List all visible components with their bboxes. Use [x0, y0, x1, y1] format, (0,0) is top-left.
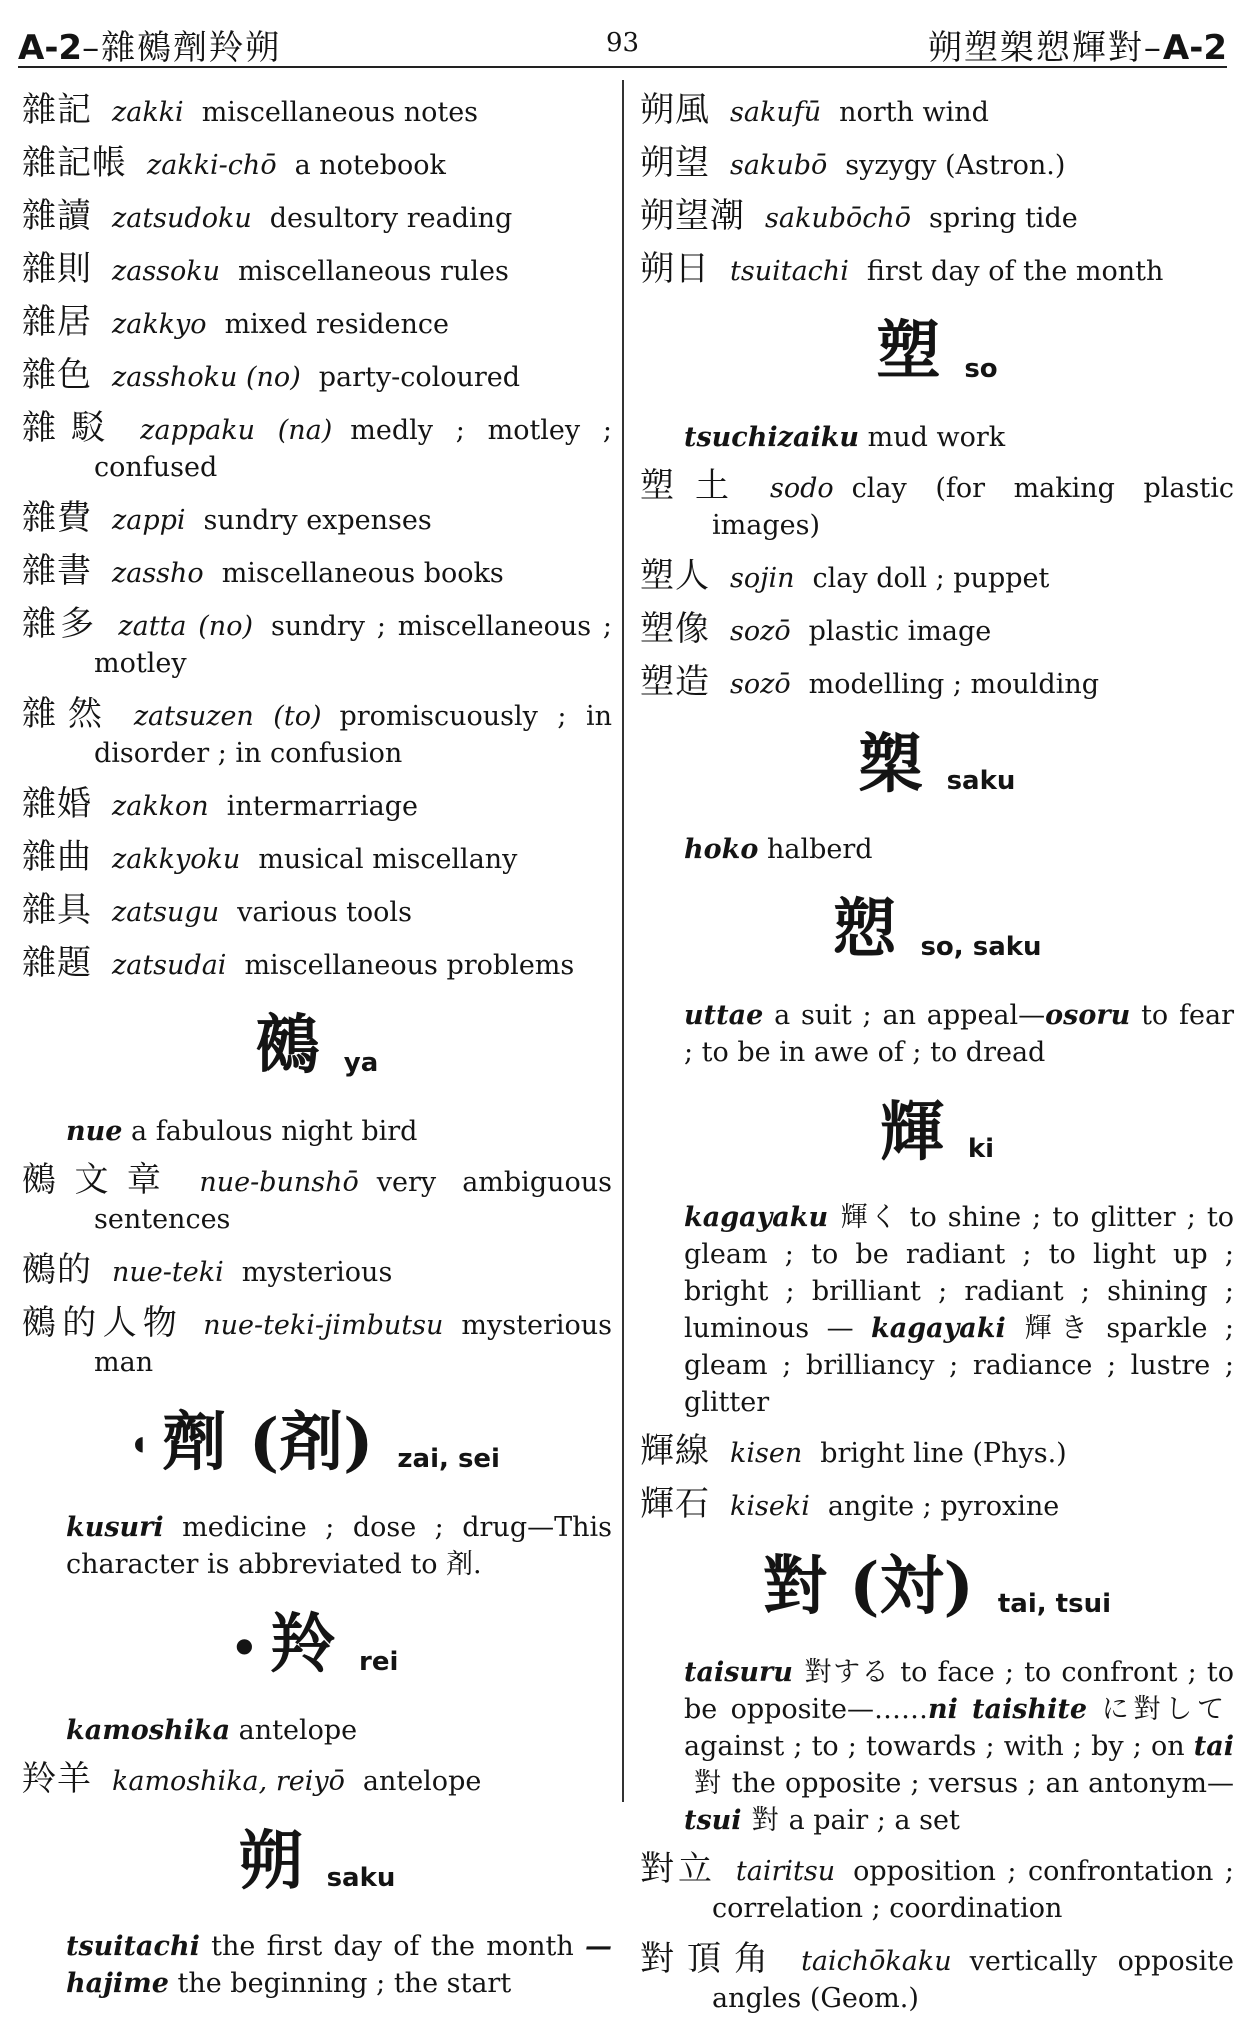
entry — [22, 696, 612, 772]
entry-reading: taichōkaku — [801, 1945, 952, 1977]
entry-gloss: sundry expenses — [203, 505, 432, 536]
heading-reading: ki — [967, 1134, 995, 1164]
entry-reading: sakubō — [730, 150, 828, 181]
entry-reading: zatsudoku — [112, 203, 252, 234]
def-text: a pair ; a set — [788, 1804, 960, 1836]
entry-kanji: 雜書 — [22, 551, 92, 591]
def-reading: kamoshika — [66, 1714, 231, 1746]
def-reading: taisuru — [684, 1656, 793, 1688]
entry-gloss: desultory reading — [269, 203, 513, 234]
page-header — [18, 16, 1227, 68]
entry-kanji: 雜色 — [22, 355, 92, 395]
entry-gloss: miscellaneous rules — [238, 256, 509, 287]
heading-reading: so, saku — [920, 931, 1042, 962]
kanji-heading — [22, 1010, 612, 1099]
page-number: 93 — [605, 28, 640, 58]
entry-reading: zakki-chō — [147, 150, 277, 181]
entry-gloss: musical miscellany — [258, 844, 518, 875]
def-text: medicine ; dose ; drug—This character is abbreviated to 剤. — [66, 1512, 612, 1580]
def-kanji: 對する — [802, 1656, 891, 1688]
entry-reading: zatsudai — [112, 950, 227, 981]
kanji-heading — [22, 1609, 612, 1698]
header-left-chars: 雜鵺劑羚朔 — [101, 28, 282, 68]
entry-kanji: 雜曲 — [22, 837, 92, 877]
entry-gloss: party-coloured — [318, 362, 521, 393]
def-text: a fabulous night bird — [131, 1115, 418, 1147]
entry-kanji: 雜然 — [22, 694, 114, 734]
entry-gloss: plastic image — [808, 615, 992, 647]
kanji-heading — [640, 726, 1234, 818]
dot-mark-icon: ● — [235, 1633, 254, 1657]
def-text: to face ; to confront ; to be opposite—…… — [684, 1656, 1235, 1725]
entry-reading: sodo — [769, 472, 834, 504]
entry — [22, 553, 612, 592]
heading-kanji: 愬 — [832, 892, 897, 967]
kanji-heading — [640, 894, 1234, 983]
entry — [22, 1249, 612, 1291]
heading-kanji: 槊 — [858, 726, 923, 802]
def-kanji: 對 — [694, 1767, 722, 1799]
entry — [640, 661, 1234, 703]
heading-reading: zai, sei — [397, 1444, 500, 1474]
entry-kanji: 雜居 — [22, 302, 92, 342]
header-right-code: A-2 — [1162, 28, 1227, 68]
entry-gloss: various tools — [237, 897, 412, 928]
heading-kanji: 羚 — [271, 1607, 336, 1682]
heading-reading: so — [964, 353, 998, 384]
entry-gloss: promiscuously ; in disorder ; in confusion — [94, 701, 613, 769]
entry-gloss: miscellaneous notes — [201, 97, 479, 128]
def-reading: tsuitachi — [66, 1931, 200, 1962]
def-kanji: 輝き — [1015, 1313, 1097, 1344]
def-reading: nue — [66, 1115, 123, 1147]
entry-reading: zatsuzen (to) — [133, 701, 322, 732]
entry-gloss: vertically opposite angles (Geom.) — [712, 1945, 1234, 2014]
entry-kanji: 朔風 — [640, 90, 710, 130]
heading-reading: tai, tsui — [997, 1588, 1111, 1619]
tick-mark-icon: ◖ — [134, 1430, 145, 1455]
entry-reading: kiseki — [730, 1491, 810, 1522]
header-right-chars: 朔塑槊愬輝對 — [927, 28, 1144, 68]
entry-gloss: syzygy (Astron.) — [845, 150, 1066, 181]
entry-kanji: 雜多 — [22, 604, 99, 644]
entry — [22, 1758, 612, 1800]
entry — [22, 198, 612, 237]
entry-gloss: modelling ; moulding — [808, 668, 1100, 700]
entry — [22, 357, 612, 396]
entry-gloss: clay doll ; puppet — [812, 562, 1050, 594]
def-reading: tsui — [684, 1804, 742, 1836]
entry — [640, 1486, 1234, 1525]
entry-kanji: 雜具 — [22, 890, 92, 930]
entry-kanji: 塑像 — [640, 608, 710, 649]
entry — [22, 839, 612, 878]
entry — [640, 145, 1234, 184]
entry-kanji: 雜題 — [22, 943, 92, 983]
entry-reading: sakubōchō — [765, 203, 912, 234]
entry — [22, 500, 612, 539]
def-reading: kagayaki — [871, 1313, 1006, 1344]
entry-kanji: 對頂角 — [640, 1938, 782, 1979]
entry-reading: zakkyo — [112, 309, 207, 340]
entry-gloss: mixed residence — [224, 309, 449, 340]
heading-definition — [684, 831, 1234, 868]
def-text: the first day of the month — [211, 1931, 574, 1962]
heading-definition — [66, 1712, 612, 1749]
heading-kanji: 塑 — [876, 314, 941, 389]
def-text: halberd — [766, 834, 873, 865]
entry-kanji: 雜記 — [22, 90, 92, 130]
entry-gloss: spring tide — [929, 203, 1078, 234]
entry-reading: zatta (no) — [118, 611, 253, 642]
entry — [640, 1433, 1234, 1472]
entry — [22, 892, 612, 931]
entry-gloss: angite ; pyroxine — [827, 1491, 1060, 1522]
heading-definition — [66, 1509, 612, 1583]
def-kanji: 對 — [751, 1804, 779, 1836]
entry-kanji: 朔望 — [640, 143, 710, 183]
entry-reading: zappi — [112, 505, 186, 536]
entry — [640, 198, 1234, 237]
entry-kanji: 塑人 — [640, 555, 710, 596]
entry-gloss: mysterious man — [94, 1309, 612, 1378]
kanji-heading — [22, 1404, 612, 1496]
entry-kanji: 朔日 — [640, 249, 710, 289]
kanji-heading — [640, 1094, 1234, 1186]
entry-reading: zassho — [112, 558, 204, 589]
header-left: A-2–雜鵺劑羚朔 — [18, 28, 282, 68]
entry-gloss: a notebook — [294, 150, 446, 181]
def-reading: osoru — [1045, 999, 1131, 1031]
entry — [640, 92, 1234, 131]
entry-gloss: medly ; motley ; confused — [94, 415, 612, 483]
entry — [22, 786, 612, 825]
entry-reading: zappaku (na) — [140, 415, 333, 446]
entry-reading: zasshoku (no) — [112, 362, 301, 393]
entry — [22, 1159, 612, 1238]
heading-reading: rei — [359, 1646, 399, 1677]
right-column — [640, 92, 1234, 2031]
entry-reading: zatsugu — [112, 897, 220, 928]
entry-reading: nue-teki — [112, 1256, 224, 1288]
def-text: the beginning ; the start — [177, 1968, 512, 1999]
entry-gloss: antelope — [362, 1765, 482, 1797]
entry-kanji: 雜記帳 — [22, 143, 127, 183]
def-reading: tsuchizaiku — [684, 421, 860, 453]
def-reading: —hajime — [66, 1931, 612, 1999]
entry-kanji: 塑造 — [640, 661, 710, 702]
entry-kanji: 輝石 — [640, 1484, 710, 1524]
left-column — [22, 92, 612, 2014]
entry — [22, 145, 612, 184]
entry-gloss: first day of the month — [866, 256, 1164, 287]
def-text: mud work — [867, 421, 1006, 453]
heading-definition — [684, 1199, 1234, 1421]
entry-reading: sakufū — [730, 97, 822, 128]
def-reading: ni taishite — [928, 1693, 1087, 1725]
entry-gloss: mysterious — [241, 1256, 393, 1288]
entry-reading: sojin — [730, 562, 795, 594]
entry — [22, 251, 612, 290]
entry — [22, 1302, 612, 1381]
entry — [22, 92, 612, 131]
entry-reading: zakki — [112, 97, 184, 128]
entry-reading: sozō — [730, 668, 791, 700]
entry — [640, 1938, 1234, 2017]
entry-gloss: opposition ; confrontation ; correlation ; coordination — [712, 1855, 1235, 1924]
def-reading: hoko — [684, 834, 759, 865]
entry — [640, 608, 1234, 650]
entry-kanji: 羚羊 — [22, 1758, 92, 1799]
entry-kanji: 朔望潮 — [640, 196, 745, 236]
entry-reading: nue-bunshō — [199, 1166, 359, 1198]
def-text: to shine ; to glitter ; to gleam ; to be radiant ; to light up ; bright ; brilliant ; radiant ; shining ; luminous — — [684, 1202, 1234, 1344]
def-reading: tai — [1193, 1730, 1234, 1762]
entry-gloss: miscellaneous books — [221, 558, 504, 589]
entry-kanji: 雜駁 — [22, 408, 121, 448]
entry-gloss: very ambiguous sentences — [94, 1166, 612, 1235]
entry — [640, 465, 1234, 544]
header-right: 朔塑槊愬輝對–A-2 — [927, 28, 1227, 68]
def-reading: kusuri — [66, 1512, 164, 1543]
heading-reading: ya — [343, 1047, 379, 1078]
def-reading: kagayaku — [684, 1202, 829, 1233]
entry-gloss: intermarriage — [226, 791, 418, 822]
entry-reading: kamoshika, reiyō — [112, 1765, 345, 1797]
entry-reading: tsuitachi — [730, 256, 849, 287]
entry-kanji: 雜讀 — [22, 196, 92, 236]
heading-kanji: 鵺 — [255, 1008, 320, 1083]
entry — [640, 1848, 1235, 1927]
entry-reading: kisen — [730, 1438, 803, 1469]
entry-kanji: 雜婚 — [22, 784, 92, 824]
def-text: a suit ; an appeal— — [774, 999, 1046, 1031]
heading-definition — [66, 1928, 612, 2002]
heading-definition — [684, 997, 1234, 1071]
entry — [640, 555, 1234, 597]
def-text: antelope — [238, 1714, 358, 1746]
def-kanji: に對して — [1097, 1693, 1224, 1725]
heading-definition — [684, 1654, 1234, 1839]
heading-reading: saku — [946, 766, 1016, 796]
entry — [22, 304, 612, 343]
column-divider — [622, 80, 624, 1802]
entry — [22, 410, 612, 486]
header-left-code: A-2 — [18, 28, 83, 68]
entry-kanji: 鵺的 — [22, 1249, 92, 1290]
kanji-heading — [640, 316, 1234, 405]
entry-gloss: north wind — [839, 97, 989, 128]
def-text: against ; to ; towards ; with ; by ; on — [684, 1730, 1185, 1762]
heading-kanji: 輝 — [879, 1094, 944, 1170]
entry-reading: tairitsu — [735, 1855, 836, 1887]
def-text: sparkle ; gleam ; brilliancy ; radiance ; lustre ; glitter — [684, 1313, 1234, 1418]
entry-reading: sozō — [730, 615, 791, 647]
entry-reading: zakkon — [112, 791, 209, 822]
def-reading: uttae — [684, 999, 764, 1031]
entry — [22, 945, 612, 984]
entry-gloss: bright line (Phys.) — [820, 1438, 1067, 1469]
heading-definition — [66, 1113, 612, 1150]
heading-kanji: 對 (対) — [763, 1549, 974, 1624]
def-text: to fear ; to be in awe of ; to dread — [684, 999, 1234, 1068]
kanji-heading — [22, 1823, 612, 1915]
entry-gloss: sundry ; miscellaneous ; motley — [94, 611, 612, 679]
entry-kanji: 輝線 — [640, 1431, 710, 1471]
heading-reading: saku — [326, 1863, 396, 1893]
entry-kanji: 塑土 — [640, 465, 750, 506]
entry-kanji: 對立 — [640, 1848, 716, 1889]
def-text: the opposite ; versus ; an antonym— — [731, 1767, 1234, 1799]
heading-kanji: 朔 — [238, 1823, 303, 1899]
entry-kanji: 雜費 — [22, 498, 92, 538]
entry-kanji: 雜則 — [22, 249, 92, 289]
entry-reading: zassoku — [112, 256, 221, 287]
heading-kanji: 劑 (剤) — [162, 1404, 374, 1480]
entry-gloss: miscellaneous problems — [244, 950, 575, 981]
entry-gloss: clay (for making plastic images) — [712, 472, 1234, 541]
entry-reading: nue-teki-jimbutsu — [203, 1309, 444, 1341]
entry-reading: zakkyoku — [112, 844, 241, 875]
entry-kanji: 鵺的人物 — [22, 1302, 184, 1343]
heading-definition — [684, 419, 1234, 456]
entry-kanji: 鵺文章 — [22, 1159, 180, 1200]
entry — [640, 251, 1234, 290]
def-kanji: 輝く — [838, 1202, 900, 1233]
entry — [22, 606, 612, 682]
kanji-heading — [640, 1551, 1234, 1640]
